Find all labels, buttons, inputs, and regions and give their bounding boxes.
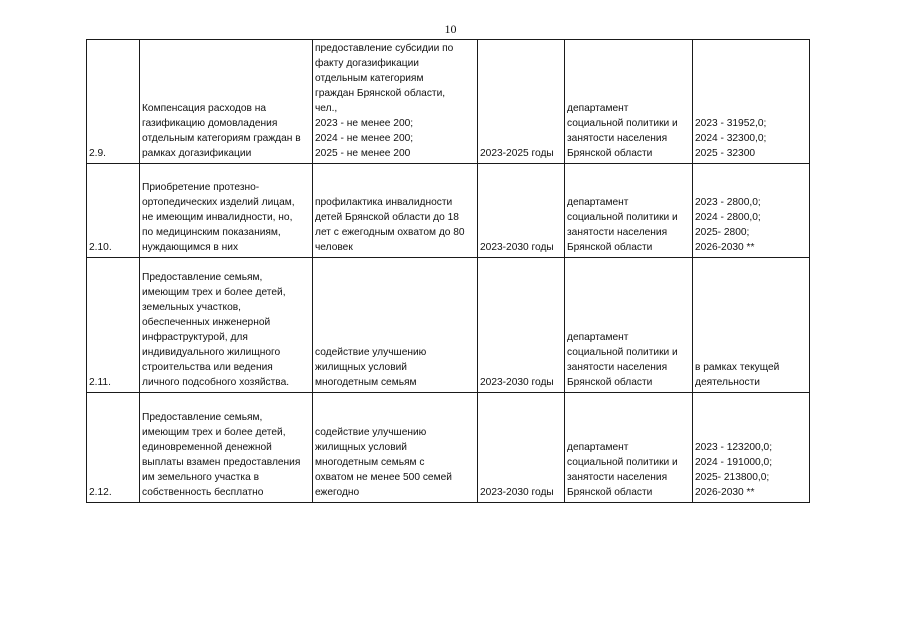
cell-text-line: охватом не менее 500 семей (315, 472, 452, 483)
cell-text-line: 2024 - не менее 200; (315, 133, 414, 144)
cell-text-line: чел., (315, 103, 338, 114)
measure-name-cell (140, 258, 313, 393)
period-cell (478, 393, 565, 503)
cell-text-line: жилищных условий (315, 362, 407, 373)
cell-text-line: по медицинским показаниям, (142, 227, 281, 238)
cell-text-line: социальной политики и (567, 118, 678, 129)
cell-text-line: человек (315, 242, 353, 253)
cell-text-line: деятельности (695, 377, 760, 388)
goal-cell (313, 164, 478, 258)
measure-name-cell (140, 164, 313, 258)
cell-text: 2023-2030 годы (480, 377, 554, 388)
funding-cell (693, 258, 810, 393)
cell-text-line: единовременной денежной (142, 442, 272, 453)
cell-text-line: департамент (567, 197, 629, 208)
executor-cell (565, 40, 693, 164)
funding-cell (693, 164, 810, 258)
cell-text-line: индивидуального жилищного (142, 347, 281, 358)
cell-text-line: 2023 - 2800,0; (695, 197, 761, 208)
table-row (87, 258, 810, 393)
executor-cell (565, 258, 693, 393)
table-body (87, 40, 810, 503)
row-number-cell (87, 258, 140, 393)
cell-text-line: 2025- 213800,0; (695, 472, 770, 483)
cell-text-line: предоставление субсидии по (315, 43, 454, 54)
cell-text-line: Брянской области (567, 148, 653, 159)
cell-text: 2.10. (89, 242, 112, 253)
cell-text-line: рамках догазификации (142, 148, 252, 159)
cell-text: 2.12. (89, 487, 112, 498)
period-cell (478, 164, 565, 258)
page-number: 10 (444, 22, 457, 36)
period-cell (478, 258, 565, 393)
row-number-cell (87, 164, 140, 258)
goal-cell (313, 393, 478, 503)
cell-text-line: имеющим трех и более детей, (142, 287, 286, 298)
cell-text-line: 2023 - не менее 200; (315, 118, 414, 129)
cell-text-line: Брянской области (567, 377, 653, 388)
cell-text-line: ежегодно (315, 487, 360, 498)
cell-text: 2.9. (89, 148, 106, 159)
cell-text-line: занятости населения (567, 362, 668, 373)
cell-text-line: 2026-2030 ** (695, 242, 755, 253)
cell-text-line: ортопедических изделий лицам, (142, 197, 295, 208)
cell-text-line: 2023 - 123200,0; (695, 442, 773, 453)
table-row (87, 393, 810, 503)
row-number-cell (87, 40, 140, 164)
cell-text-line: жилищных условий (315, 442, 407, 453)
cell-text-line: содействие улучшению (315, 347, 427, 358)
cell-text-line: многодетным семьям с (315, 457, 425, 468)
row-number-cell (87, 393, 140, 503)
cell-text-line: нуждающимся в них (142, 242, 239, 253)
cell-text-line: департамент (567, 332, 629, 343)
cell-text-line: собственность бесплатно (142, 487, 264, 498)
measure-name-cell (140, 393, 313, 503)
cell-text-line: Компенсация расходов на (142, 103, 267, 114)
cell-text-line: обеспеченных инженерной (142, 317, 271, 328)
table-row (87, 164, 810, 258)
cell-text-line: Брянской области (567, 487, 653, 498)
goal-cell (313, 258, 478, 393)
cell-text-line: занятости населения (567, 472, 668, 483)
measure-name-cell (140, 40, 313, 164)
cell-text-line: социальной политики и (567, 347, 678, 358)
cell-text-line: личного подсобного хозяйства. (142, 377, 290, 388)
cell-text-line: имеющим трех и более детей, (142, 427, 286, 438)
cell-text-line: Предоставление семьям, (142, 412, 263, 423)
cell-text: 2023-2030 годы (480, 487, 554, 498)
cell-text-line: Предоставление семьям, (142, 272, 263, 283)
cell-text: 2023-2030 годы (480, 242, 554, 253)
cell-text: 2.11. (89, 377, 111, 388)
table-row (87, 40, 810, 164)
cell-text-line: лет с ежегодным охватом до 80 (315, 227, 465, 238)
cell-text-line: инфраструктурой, для (142, 332, 248, 343)
cell-text-line: 2025 - не менее 200 (315, 148, 411, 159)
funding-cell (693, 393, 810, 503)
cell-text-line: занятости населения (567, 227, 668, 238)
cell-text-line: 2024 - 32300,0; (695, 133, 767, 144)
cell-text-line: земельных участков, (142, 302, 241, 313)
cell-text-line: детей Брянской области до 18 (315, 212, 459, 223)
cell-text-line: строительства или ведения (142, 362, 273, 373)
cell-text-line: выплаты взамен предоставления (142, 457, 301, 468)
cell-text-line: многодетным семьям (315, 377, 417, 388)
cell-text-line: 2024 - 2800,0; (695, 212, 761, 223)
cell-text-line: содействие улучшению (315, 427, 427, 438)
cell-text-line: 2025- 2800; (695, 227, 750, 238)
cell-text-line: факту догазификации (315, 58, 419, 69)
cell-text-line: не имеющим инвалидности, но, (142, 212, 293, 223)
cell-text-line: социальной политики и (567, 212, 678, 223)
cell-text-line: департамент (567, 103, 629, 114)
cell-text-line: 2025 - 32300 (695, 148, 756, 159)
cell-text-line: 2023 - 31952,0; (695, 118, 767, 129)
goal-cell (313, 40, 478, 164)
cell-text-line: 2026-2030 ** (695, 487, 755, 498)
cell-text-line: профилактика инвалидности (315, 197, 453, 208)
period-cell (478, 40, 565, 164)
cell-text-line: граждан Брянской области, (315, 88, 446, 99)
cell-text-line: департамент (567, 442, 629, 453)
cell-text-line: газификацию домовладения (142, 118, 278, 129)
measures-table (86, 39, 810, 503)
cell-text-line: им земельного участка в (142, 472, 260, 483)
executor-cell (565, 393, 693, 503)
cell-text-line: отдельным категориям граждан в (142, 133, 301, 144)
cell-text: 2023-2025 годы (480, 148, 554, 159)
cell-text-line: Брянской области (567, 242, 653, 253)
cell-text-line: отдельным категориям (315, 73, 424, 84)
cell-text-line: Приобретение протезно- (142, 182, 260, 193)
cell-text-line: в рамках текущей (695, 362, 780, 373)
cell-text-line: занятости населения (567, 133, 668, 144)
funding-cell (693, 40, 810, 164)
cell-text-line: социальной политики и (567, 457, 678, 468)
executor-cell (565, 164, 693, 258)
cell-text-line: 2024 - 191000,0; (695, 457, 773, 468)
